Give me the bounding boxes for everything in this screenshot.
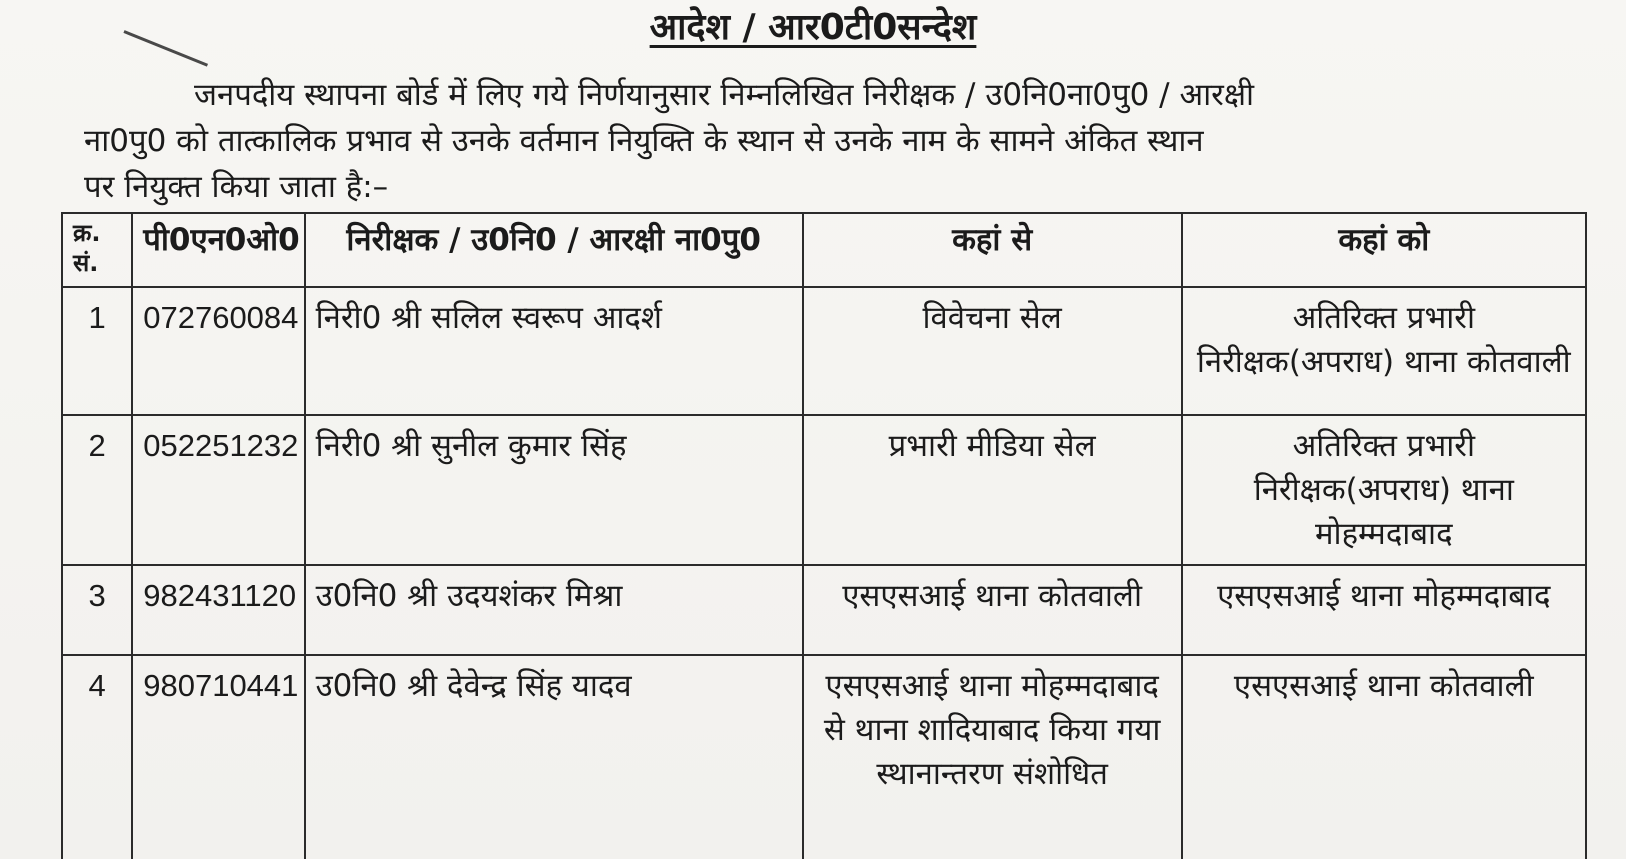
cell-pno: 982431120	[132, 565, 304, 655]
cell-from: प्रभारी मीडिया सेल	[803, 415, 1182, 565]
cell-name: उ0नि0 श्री देवेन्द्र सिंह यादव	[305, 655, 803, 859]
cell-name: निरी0 श्री सुनील कुमार सिंह	[305, 415, 803, 565]
header-serial: क्र. सं.	[62, 213, 132, 287]
header-to: कहां को	[1182, 213, 1586, 287]
cell-serial: 4	[62, 655, 132, 859]
cell-from: एसएसआई थाना मोहम्मदाबाद से थाना शादियाबाद किया गया स्थानान्तरण संशोधित	[803, 655, 1182, 859]
header-name: निरीक्षक / उ0नि0 / आरक्षी ना0पु0	[305, 213, 803, 287]
table-row	[62, 415, 1586, 565]
table-row	[62, 287, 1586, 415]
cell-from: एसएसआई थाना कोतवाली	[803, 565, 1182, 655]
cell-pno: 072760084	[132, 287, 304, 415]
cell-serial: 1	[62, 287, 132, 415]
cell-to: एसएसआई थाना कोतवाली	[1182, 655, 1586, 859]
document-title	[0, 2, 1626, 54]
cell-from: विवेचना सेल	[803, 287, 1182, 415]
cell-pno: 980710441	[132, 655, 304, 859]
intro-paragraph	[84, 72, 1584, 210]
transfer-table	[61, 212, 1587, 859]
header-from: कहां से	[803, 213, 1182, 287]
table-header-row	[62, 213, 1586, 287]
intro-line-1	[84, 72, 1584, 118]
cell-to: अतिरिक्त प्रभारी निरीक्षक(अपराध) थाना मोहम्मदाबाद	[1182, 415, 1586, 565]
header-pno: पी0एन0ओ0	[132, 213, 304, 287]
table-row	[62, 565, 1586, 655]
cell-serial: 3	[62, 565, 132, 655]
table-row	[62, 655, 1586, 859]
cell-to: अतिरिक्त प्रभारी निरीक्षक(अपराध) थाना कोतवाली	[1182, 287, 1586, 415]
intro-line-2: ना0पु0 को तात्कालिक प्रभाव से उनके वर्तमान नियुक्ति के स्थान से उनके नाम के सामने अंकित स्थान	[84, 123, 1204, 159]
title-text: आदेश / आर0टी0सन्देश	[649, 7, 977, 48]
cell-pno: 052251232	[132, 415, 304, 565]
cell-name: निरी0 श्री सलिल स्वरूप आदर्श	[305, 287, 803, 415]
cell-serial: 2	[62, 415, 132, 565]
intro-line-1-text: जनपदीय स्थापना बोर्ड में लिए गये निर्णयानुसार निम्नलिखित निरीक्षक / उ0नि0ना0पु0 / आरक्षी	[194, 77, 1255, 113]
intro-line-3: पर नियुक्त किया जाता है:–	[84, 169, 389, 205]
cell-to: एसएसआई थाना मोहम्मदाबाद	[1182, 565, 1586, 655]
cell-name: उ0नि0 श्री उदयशंकर मिश्रा	[305, 565, 803, 655]
